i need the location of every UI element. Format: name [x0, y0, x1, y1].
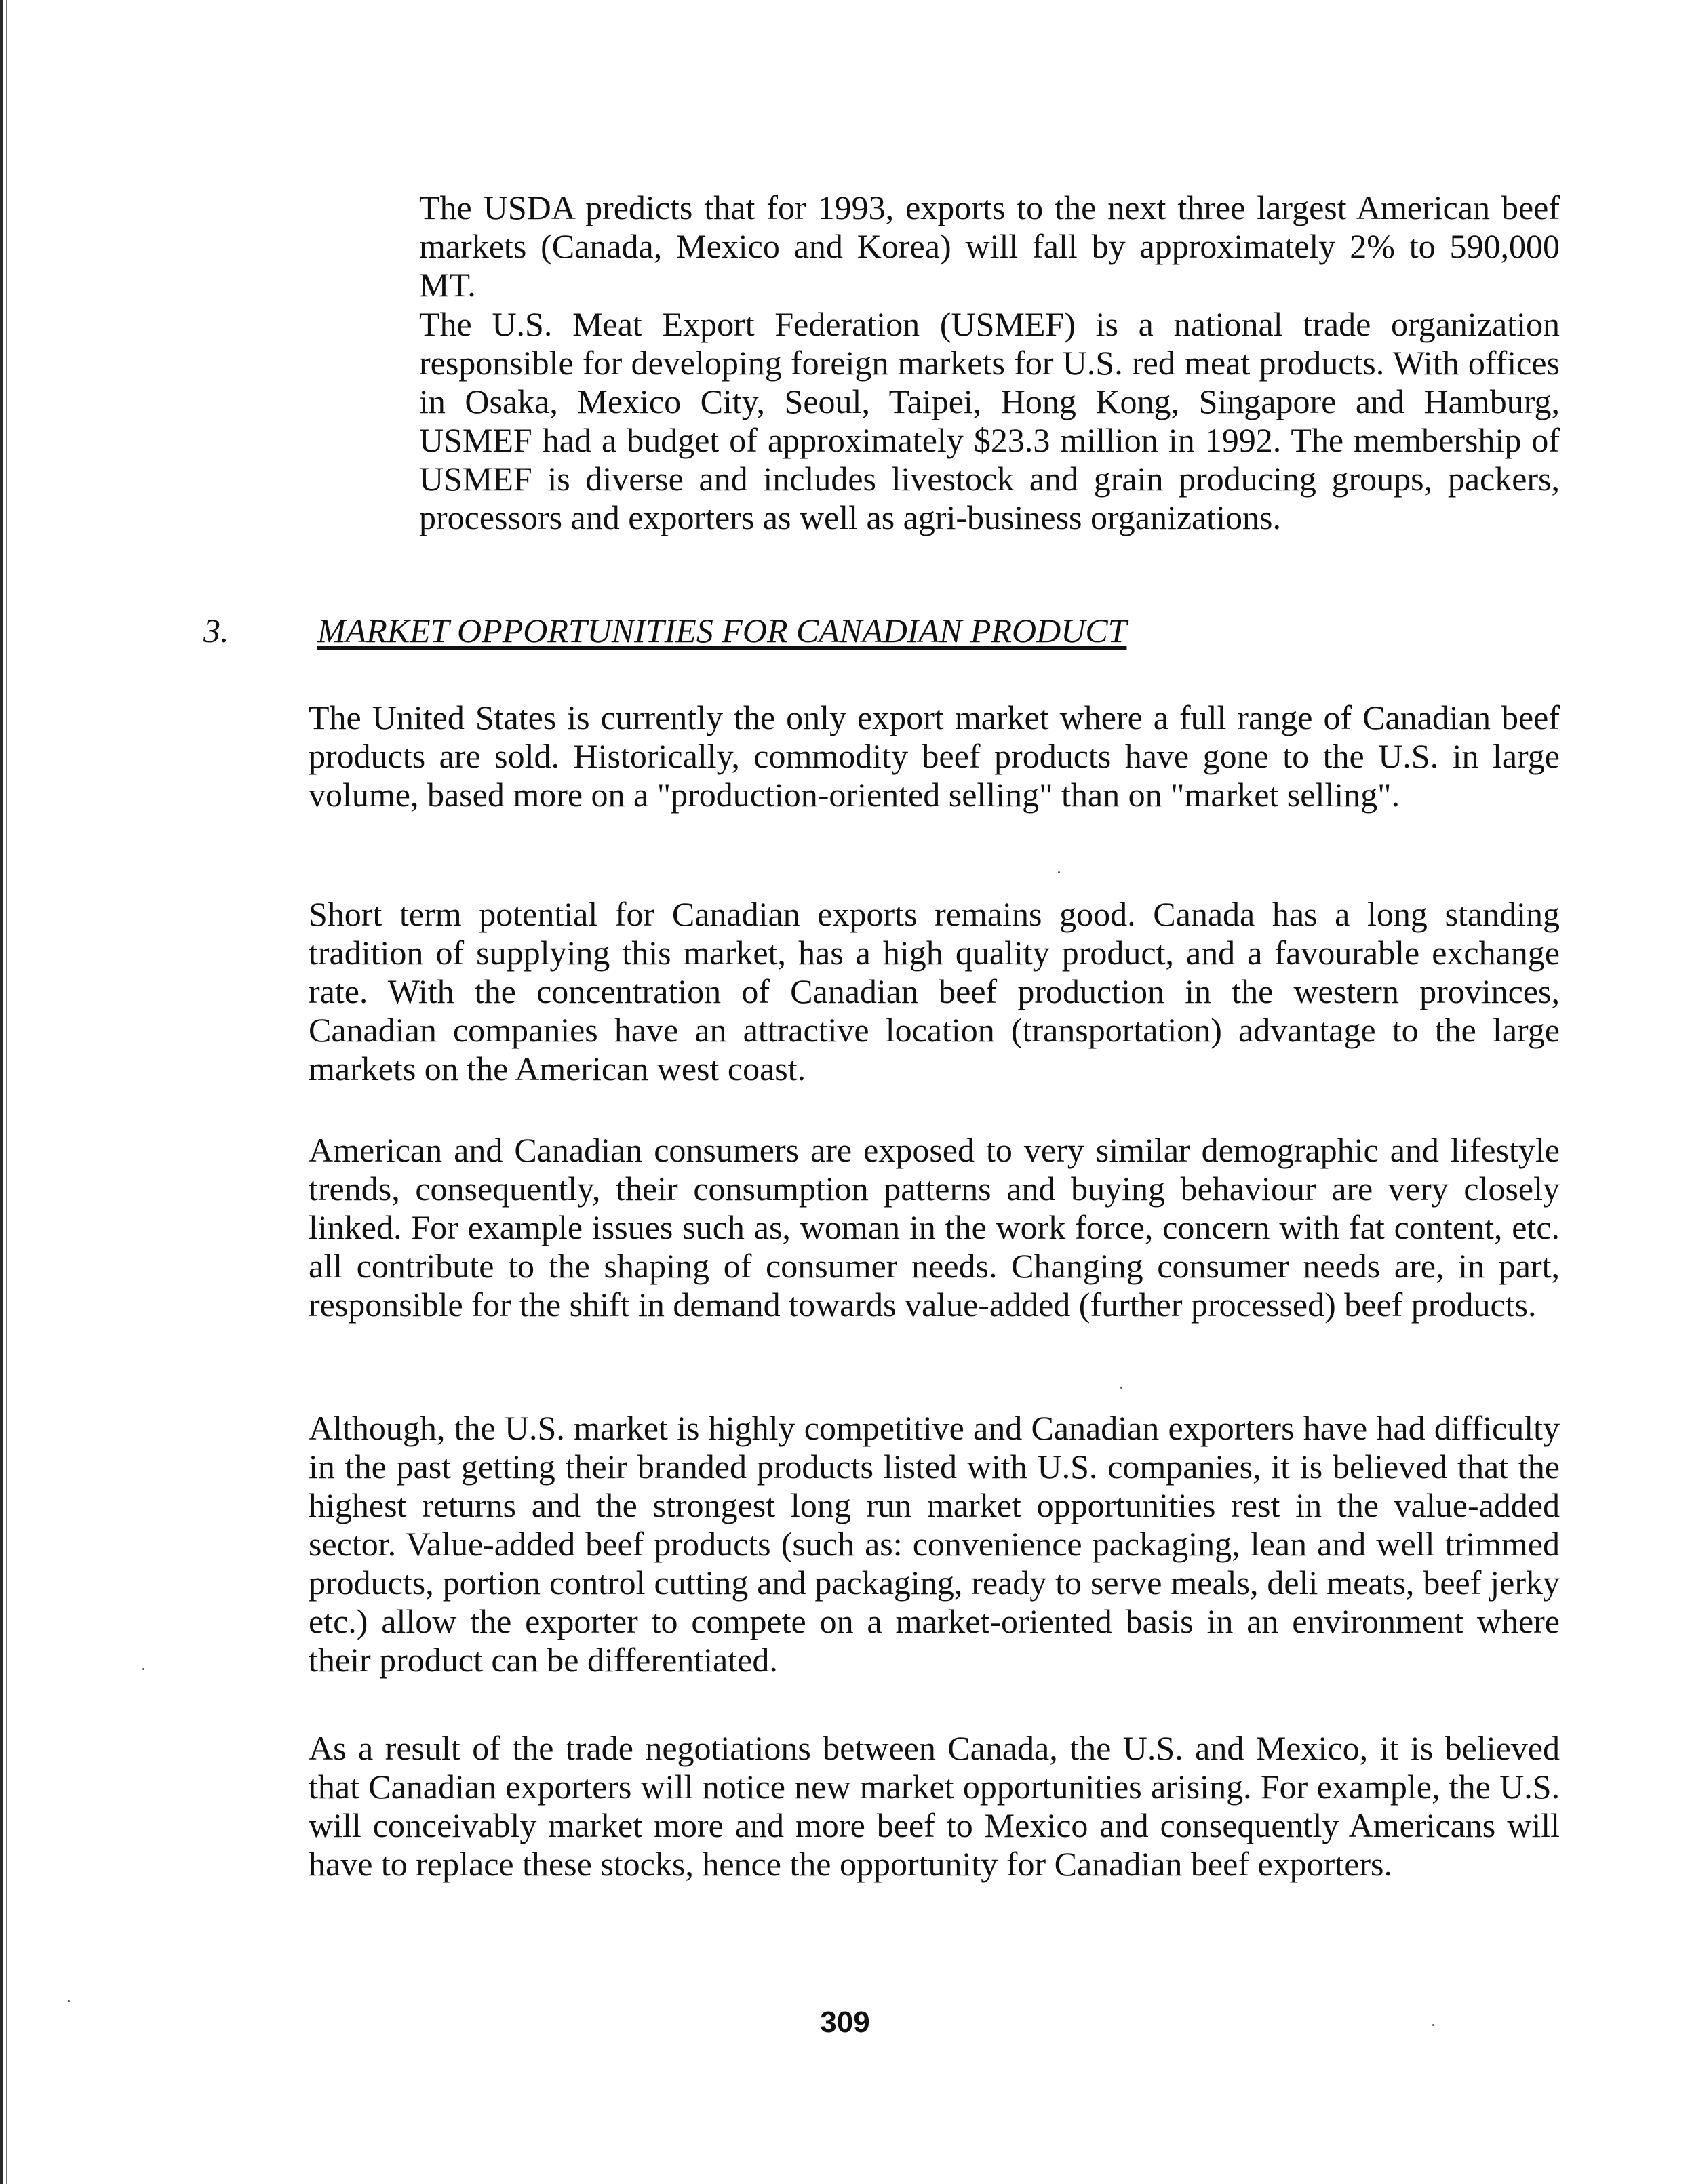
paragraph-usmef: The U.S. Meat Export Federation (USMEF) is a national trade organization responsible for developing foreign markets for U.S. red meat products. With offices in Osaka, Mexico City, Seoul, Taipei, Hong Kong, Singapore and Hamburg, USMEF had a budget of approximately $23.3 million in 1992. The membership of USMEF is diverse and includes livestock and grain producing groups, packers, processors and exporters as well as agri-business organizations. — [419, 305, 1560, 536]
scan-speck — [1120, 1387, 1122, 1389]
paragraph-value-added: Although, the U.S. market is highly competitive and Canadian exporters have had difficulty in the past getting their branded products listed with U.S. companies, it is believed that the highest returns and the strongest long run market opportunities rest in the value-added sector. Value-added beef products (such as: convenience packaging, lean and well trimmed products, portion control cutting and packaging, ready to serve meals, deli meats, beef jerky etc.) allow the exporter to compete on a market-oriented basis in an environment where their product can be differentiated. — [309, 1409, 1560, 1679]
paragraph-us-export-market: The United States is currently the only export market where a full range of Canadian beef products are sold. Historically, commodity beef products have gone to the U.S. in large volume, based more on a "production-oriented selling" than on "market selling". — [309, 698, 1560, 814]
paragraph-consumer-trends: American and Canadian consumers are exposed to very similar demographic and lifestyle trends, consequently, their consumption patterns and buying behaviour are very closely linked. For example issues such as, woman in the work force, concern with fat content, etc. all contribute to the shaping of consumer needs. Changing consumer needs are, in part, responsible for the shift in demand towards value-added (further processed) beef products. — [309, 1131, 1560, 1324]
scan-edge-line — [6, 0, 7, 2184]
scan-speck — [142, 1668, 144, 1670]
paragraph-usda-prediction: The USDA predicts that for 1993, exports to the next three largest American beef markets (Canada, Mexico and Korea) will fall by approximately 2% to 590,000 MT. — [419, 188, 1560, 304]
scan-speck — [68, 2000, 70, 2002]
scan-edge — [0, 0, 3, 2184]
section-heading — [203, 610, 1560, 651]
scan-speck — [1432, 2024, 1434, 2026]
section-number: 3. — [203, 612, 229, 650]
section-title: MARKET OPPORTUNITIES FOR CANADIAN PRODUCT — [317, 612, 1127, 650]
paragraph-trade-negotiations: As a result of the trade negotiations between Canada, the U.S. and Mexico, it is believed that Canadian exporters will notice new market opportunities arising. For example, the U.S. will conceivably market more and more beef to Mexico and consequently Americans will have to replace these stocks, hence the opportunity for Canadian beef exporters. — [309, 1729, 1560, 1883]
paragraph-short-term-potential: Short term potential for Canadian exports remains good. Canada has a long standing tradition of supplying this market, has a high quality product, and a favourable exchange rate. With the concentration of Canadian beef production in the western provinces, Canadian companies have an attractive location (transportation) advantage to the large markets on the American west coast. — [309, 895, 1560, 1088]
page-number: 309 — [820, 2006, 870, 2039]
scan-speck — [1058, 871, 1060, 873]
